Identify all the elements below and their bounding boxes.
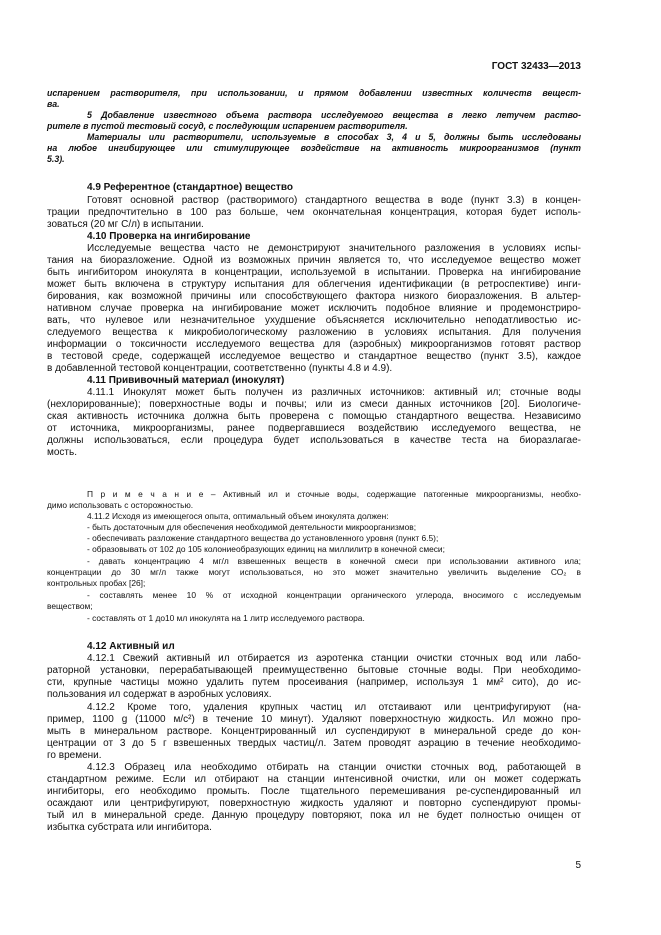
text-line: избытка субстрата или ингибитора. [47,822,212,833]
section-heading: 4.9 Референтное (стандартное) вещество [87,182,293,193]
text-line: раторной установки, перерабатывающей преимущественно бытовые сточные воды. При необходимо- [47,665,581,676]
text-line: стандартном режиме. Если ил отбирают на станции интенсивной очистки, или он может содержать [47,774,581,785]
text-line: от источника, микроорганизмы, ранее подвергавшиеся воздействию исследуемого вещества, не [47,423,581,434]
text-line: го времени. [47,750,102,761]
text-line: Исследуемые вещества часто не демонстрируют значительного разложения в условиях испы- [87,243,581,254]
text-line: ингибиторы, его необходимо промыть. После тщательного перемешивания ре-суспендированный ил [47,786,581,797]
text-line: на любое ингибирующее или стимулирующее воздействие на активность микроорганизмов (пункт [47,143,581,153]
text-line: - обеспечивать разложение стандартного вещества до установленного уровня (пункт 6.5); [87,533,439,543]
text-line: в добавленной тестовой концентрации, соответственно (пункты 4.8 и 4.9). [47,363,393,374]
text-line: ская активность источника должна быть проверена с помощью стандартного вещества. Независимо [47,411,581,422]
text-line: центрации от 3 до 5 г взвешенных твердых частиц/л. Затем проводят аэрацию в течение необходимо- [47,738,581,749]
text-line: Материалы или растворители, используемые в способах 3, 4 и 5, должны быть исследованы [87,132,581,142]
document-header: ГОСТ 32433—2013 [491,61,581,72]
page-number: 5 [575,860,581,871]
text-line: 5 Добавление известного объема раствора исследуемого вещества в легко летучем раство- [87,110,581,120]
text-line: должны использоваться, если процедура будет использоваться в качестве теста на биоразлагае- [47,435,581,446]
text-line: 4.11.2 Исходя из имеющегося опыта, оптимальный объем инокулята должен: [87,511,389,521]
text-line: тания на биоразложение. Одной из возможных причин является то, что исследуемое вещество может [47,255,581,266]
text-line: мость. [47,447,78,458]
text-line: Готовят основной раствор (растворимого) стандартного вещества в воде (пункт 3.3) в концен- [87,195,581,206]
text-line: может быть включена в структуру испытания для облегчения идентификации (в ретроспективе) инги- [47,279,581,290]
text-line: испарением растворителя, при использовании, и прямом добавлении известных количеств вещест- [47,88,581,98]
text-line: мыть в минеральном растворе. Концентрированный ил суспендируют в минеральной среде до кон- [47,726,581,737]
text-line: информации о токсичности исследуемого вещества для (аэробных) микроорганизмов готовят раствор [47,339,581,350]
section-heading: 4.12 Активный ил [87,641,175,652]
text-line: вать, что нулевое или незначительное ухудшение объясняется исключительно неподатливостью ис- [47,315,581,326]
text-line: - составлять менее 10 % от исходной концентрации органического углерода, вносимого с исследуемым [87,590,581,600]
text-line: бирования, как возможной причины или способствующего фактора низкого биоразложения. В альтер- [47,291,581,302]
text-line: тый ил в минеральной среде. Данную процедуру повторяют, пока ил не будет полностью очищен от [47,810,581,821]
text-line: димо использовать с осторожностью. [47,500,194,510]
text-line: пользования ил содержат в аэробных условиях. [47,689,272,700]
text-line: зоваться (20 мг С/л) в испытании. [47,219,204,230]
text-line: ва. [47,99,60,109]
text-line: быть ингибитором инокулята в концентрации, используемой в испытании. Проверка на ингибирование [47,267,581,278]
text-line: 4.11.1 Инокулят может быть получен из различных источников: активный ил; сточные воды [87,387,581,398]
text-line: - быть достаточным для обеспечения необходимой деятельности микроорганизмов; [87,522,417,532]
text-line: 4.12.3 Образец ила необходимо отбирать на станции очистки сточных вод, работающей в [87,762,581,773]
text-line: трации предпочтительно в 100 раз больше, чем окончательная концентрация, которая будет исполь- [47,207,581,218]
text-line: 5.3). [47,154,65,164]
text-line: 4.12.1 Свежий активный ил отбирается из аэротенка станции очистки сточных вод или лабо- [87,653,581,664]
text-line: контрольных пробах [26]; [47,578,146,588]
text-line: 4.12.2 Кроме того, удаления крупных частиц ил отстаивают или центрифугируют (на- [87,702,581,713]
text-line: пример, 1100 g (11000 м/с²) в течение 10 минут). Удаляют поверхностную жидкость. Ил можно про- [47,714,581,725]
text-line: следуемого вещества к микробиологическому разложению в условиях испытания. Для получения [47,327,581,338]
text-line: концентрации до 30 мг/л также могут использоваться, но это может значительно увеличить выделение СО₂ в [47,567,581,577]
text-line: рителе в пустой тестовый сосуд, с последующим испарением растворителя. [47,121,408,131]
text-line: (нехлорированные); поверхностные воды и почвы; или из смеси данных источников [20]. Биологиче- [47,399,581,410]
text-line: нативном случае проверка на ингибирование может исключить подобное влияние и продемонстриро- [47,303,581,314]
text-line: в тестовой среде, содержащей исследуемое вещество и стандартное вещество (пункт 3.5), каждое [47,351,581,362]
text-line: - составлять от 1 до10 мл инокулята на 1 литр исследуемого раствора. [87,613,365,623]
text-line: П р и м е ч а н и е – Активный ил и сточные воды, содержащие патогенные микроорганизмы, необхо- [87,489,581,499]
text-line: сти, крупные частицы можно удалить путем просеивания (например, используя 1 мм² сито), до ис- [47,677,581,688]
text-line: - образовывать от 102 до 105 колониеобразующих единиц на миллилитр в конечной смеси; [87,544,445,554]
section-heading: 4.10 Проверка на ингибирование [87,231,251,242]
text-line: веществом; [47,601,93,611]
text-line: - давать концентрацию 4 мг/л взвешенных веществ в конечной смеси при использовании активного ила; [87,556,581,566]
section-heading: 4.11 Прививочный материал (инокулят) [87,375,285,386]
text-line: осаждают или центрифугируют, поверхностную жидкость удаляют и повторно суспендируют промы- [47,798,581,809]
